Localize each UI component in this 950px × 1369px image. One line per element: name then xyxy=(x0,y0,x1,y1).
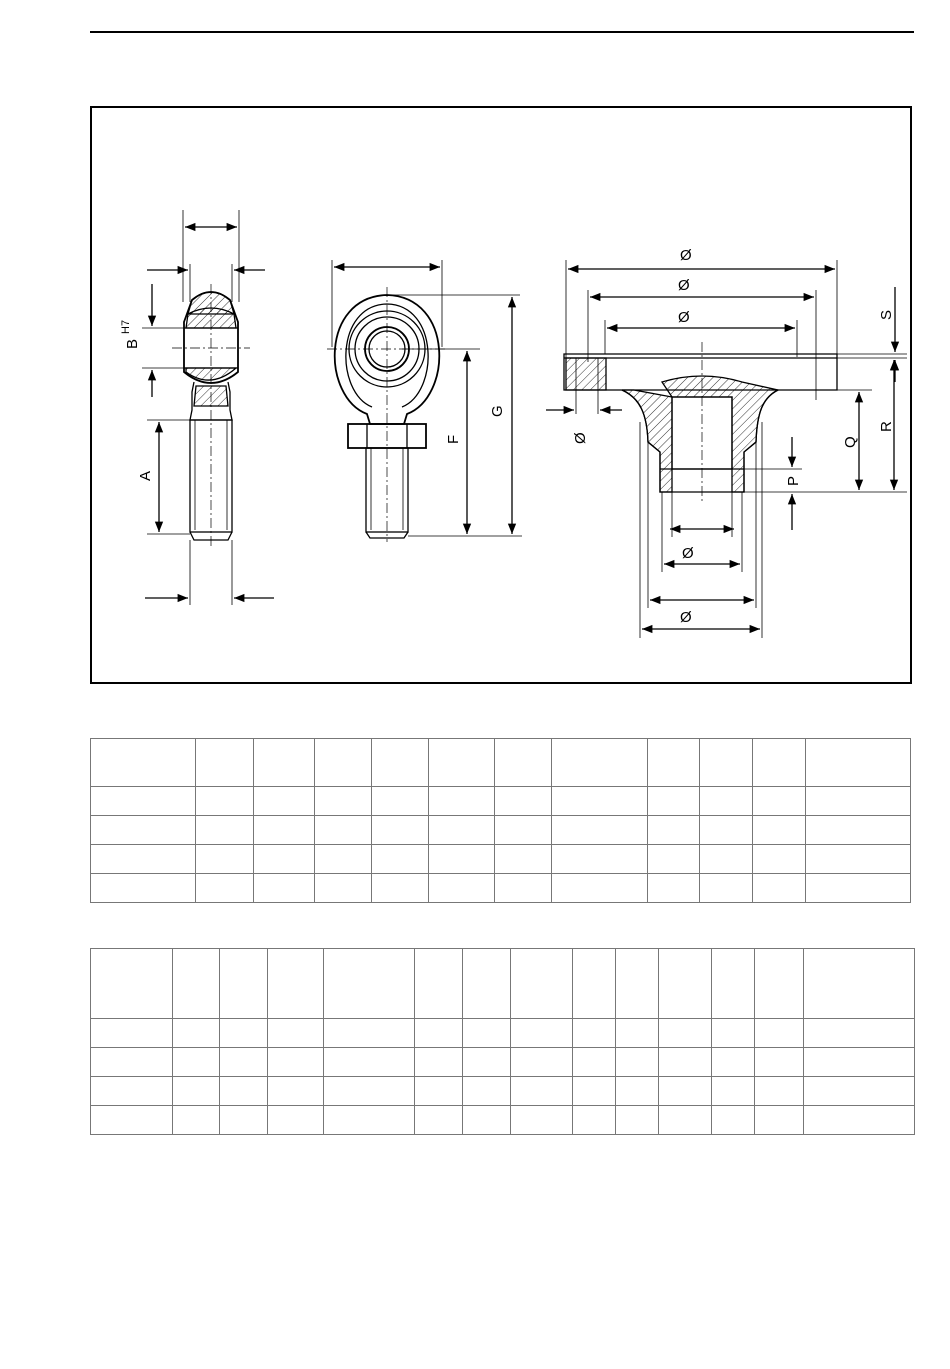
dim-f-label: F xyxy=(445,434,462,444)
dimension-table-rod-end xyxy=(90,738,911,903)
dim-q-label: Q xyxy=(842,436,859,448)
table-row xyxy=(91,1048,915,1077)
header-rule xyxy=(90,31,914,33)
ball-socket-section xyxy=(546,247,907,638)
diameter-symbol-5: Ø xyxy=(682,545,694,562)
dimension-table-ball-socket xyxy=(90,948,915,1135)
table-header-row xyxy=(91,739,911,787)
table-row xyxy=(91,1019,915,1048)
rod-end-side-view xyxy=(120,210,274,605)
dim-g-label: G xyxy=(489,405,506,417)
diameter-symbol-3: Ø xyxy=(678,309,690,326)
dim-r-label: R xyxy=(878,421,895,432)
table-row xyxy=(91,874,911,903)
dim-a-label: A xyxy=(137,470,154,481)
table-header-row xyxy=(91,949,915,1019)
table-row xyxy=(91,845,911,874)
technical-drawing xyxy=(92,108,910,682)
diameter-symbol-1: Ø xyxy=(680,247,692,264)
diameter-symbol-4: Ø xyxy=(572,432,589,444)
table-row xyxy=(91,1106,915,1135)
bore-tolerance-label: H7 xyxy=(120,319,132,334)
bore-label: B xyxy=(124,338,141,349)
diameter-symbol-6: Ø xyxy=(680,609,692,626)
diameter-symbol-2: Ø xyxy=(678,277,690,294)
dim-s-label: S xyxy=(878,309,895,320)
rod-end-front-view xyxy=(327,260,522,542)
table-row xyxy=(91,1077,915,1106)
table-row xyxy=(91,816,911,845)
dim-p-label: P xyxy=(785,475,802,486)
table-row xyxy=(91,787,911,816)
technical-drawing-frame xyxy=(90,106,912,684)
